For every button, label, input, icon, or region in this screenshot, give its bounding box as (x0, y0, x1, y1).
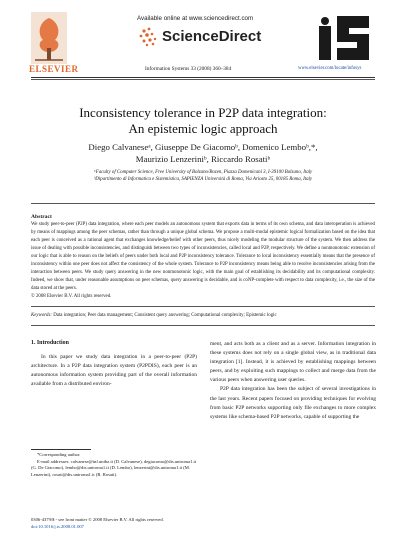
footnote-emails: E-mail addresses: calvanese@inf.unibz.it (D. Calvanese), degiacomo@dis.uniroma1.it (G. De Giacomo), lembo@dis.uniroma1.it (D. Lembo), lenzerini@dis.uniroma1.it (M. Lenzerini), rosati@dis.uniroma1.it (R. Rosati). (31, 458, 197, 477)
article-title-line-1: Inconsistency tolerance in P2P data integration: (79, 105, 327, 120)
sciencedirect-logo (136, 25, 284, 49)
journal-cover-logo (315, 12, 373, 66)
keywords-text: Data integration; Peer data management; Consistent query answering; Computational complexity; Epistemic logic (53, 313, 277, 318)
intro-left-column: In this paper we study data integration in a peer-to-peer (P2P) architecture. In a P2P data integration system (P2PDIS), each peer is an autonomous information system providing part of the overall information available from a distributed environ- (31, 354, 197, 388)
abstract-text: We study peer-to-peer (P2P) data integration, where each peer models an autonomous system that exports data in terms of its own schema, and data interoperation is achieved by means of mappings among the peer schemas, rather than through a unique global schema. We propose a multi-modal epistemic logical formalization based on the idea that each peer is conceived as a rational agent that exchanges knowledge/belief with other peers, thus nicely modeling the modular structure of the system. We then address the issue of dealing with possible inconsistencies, and distinguish between two types of inconsistencies, called local and P2P, respectively. We define a nonmonotonic extension of our logic that is able to reason on the beliefs of peers under both local and P2P inconsistency tolerance. Tolerance to local inconsistency essentially means that the presence of inconsistency within one peer does not affect the consistency of the whole system. Tolerance to P2P inconsistency means being able to resolve inconsistencies arising from the interaction between peers. We study query answering in the new nonmonotonic logic, with the main goal of establishing its decidability and its computational complexity. Indeed, we show that, under reasonable assumptions on peer schemas, query answering is decidable, and is coNP-complete with respect to data complexity, i.e., the size of the data stored at the peers. (31, 222, 375, 291)
affiliation-a: ᵃFaculty of Computer Science, Free University of Bolzano/Bozen, Piazza Domenicani 3, I-39100 Bolzano, Italy (93, 170, 313, 175)
issn-block (31, 517, 281, 530)
affiliation-b: ᵇDipartimento di Informatica e Sistemistica, SAPIENZA Università di Roma, Via Ariosto 25, 00185 Roma, Italy (93, 177, 313, 182)
affiliations (31, 169, 375, 183)
footnote-rule (31, 449, 91, 450)
information-systems-logo-icon (315, 12, 373, 66)
footnote-corresponding: *Corresponding author. (37, 452, 81, 457)
journal-reference: Information Systems 33 (2008) 360–384 (145, 66, 232, 72)
article-title-line-2: An epistemic logic approach (128, 121, 278, 136)
elsevier-tree-logo (31, 12, 67, 64)
intro-right-paragraph-2: P2P data integration has been the subject of several investigations in the last years. Recent papers focused on providing techniques for evolving from basic P2P networks supporting only file exchanges to more complex systems like schema-based P2P networks, capable of supporting the (210, 386, 376, 420)
available-online-text: Available online at www.sciencedirect.com (137, 15, 254, 22)
doi-link[interactable]: doi:10.1016/j.is.2008.01.007 (31, 523, 84, 529)
author-list (31, 141, 375, 165)
header-divider (31, 77, 375, 78)
intro-right-column (210, 340, 376, 422)
keywords-divider-bottom (31, 325, 375, 326)
footnote (31, 452, 197, 478)
keywords-divider-top (31, 306, 375, 307)
abstract-heading: Abstract (31, 214, 52, 220)
abstract-divider-top (31, 203, 375, 204)
article-title (31, 105, 375, 137)
keywords-line (31, 312, 375, 319)
abstract-copyright: © 2008 Elsevier B.V. All rights reserved. (31, 294, 112, 299)
section-heading-introduction: 1. Introduction (31, 340, 69, 346)
intro-right-paragraph-1: ment, and acts both as a client and as a server. Information integration in these systems does not rely on a single global view, as in traditional data integration [1]. Instead, it is achieved by establishing mappings between peers, and by exploiting such mappings to collect and merge data from the various peers when answering user queries. (210, 341, 376, 384)
keywords-label: Keywords: (31, 313, 53, 318)
platform-name: ScienceDirect (162, 28, 262, 45)
publisher-wordmark: ELSEVIER (29, 64, 79, 74)
issn-line: 0306-4379/$ - see front matter © 2008 Elsevier B.V. All rights reserved. (31, 517, 164, 522)
journal-url-link[interactable]: www.elsevier.com/locate/infosys (298, 66, 362, 71)
header-divider-thin (31, 79, 375, 80)
authors-line-2: Maurizio Lenzeriniᵇ, Riccardo Rosatiᵇ (135, 154, 271, 164)
abstract-body (31, 221, 375, 301)
authors-line-1: Diego Calvaneseᵃ, Giuseppe De Giacomoᵇ, Domenico Lemboᵇ,*, (88, 142, 318, 152)
